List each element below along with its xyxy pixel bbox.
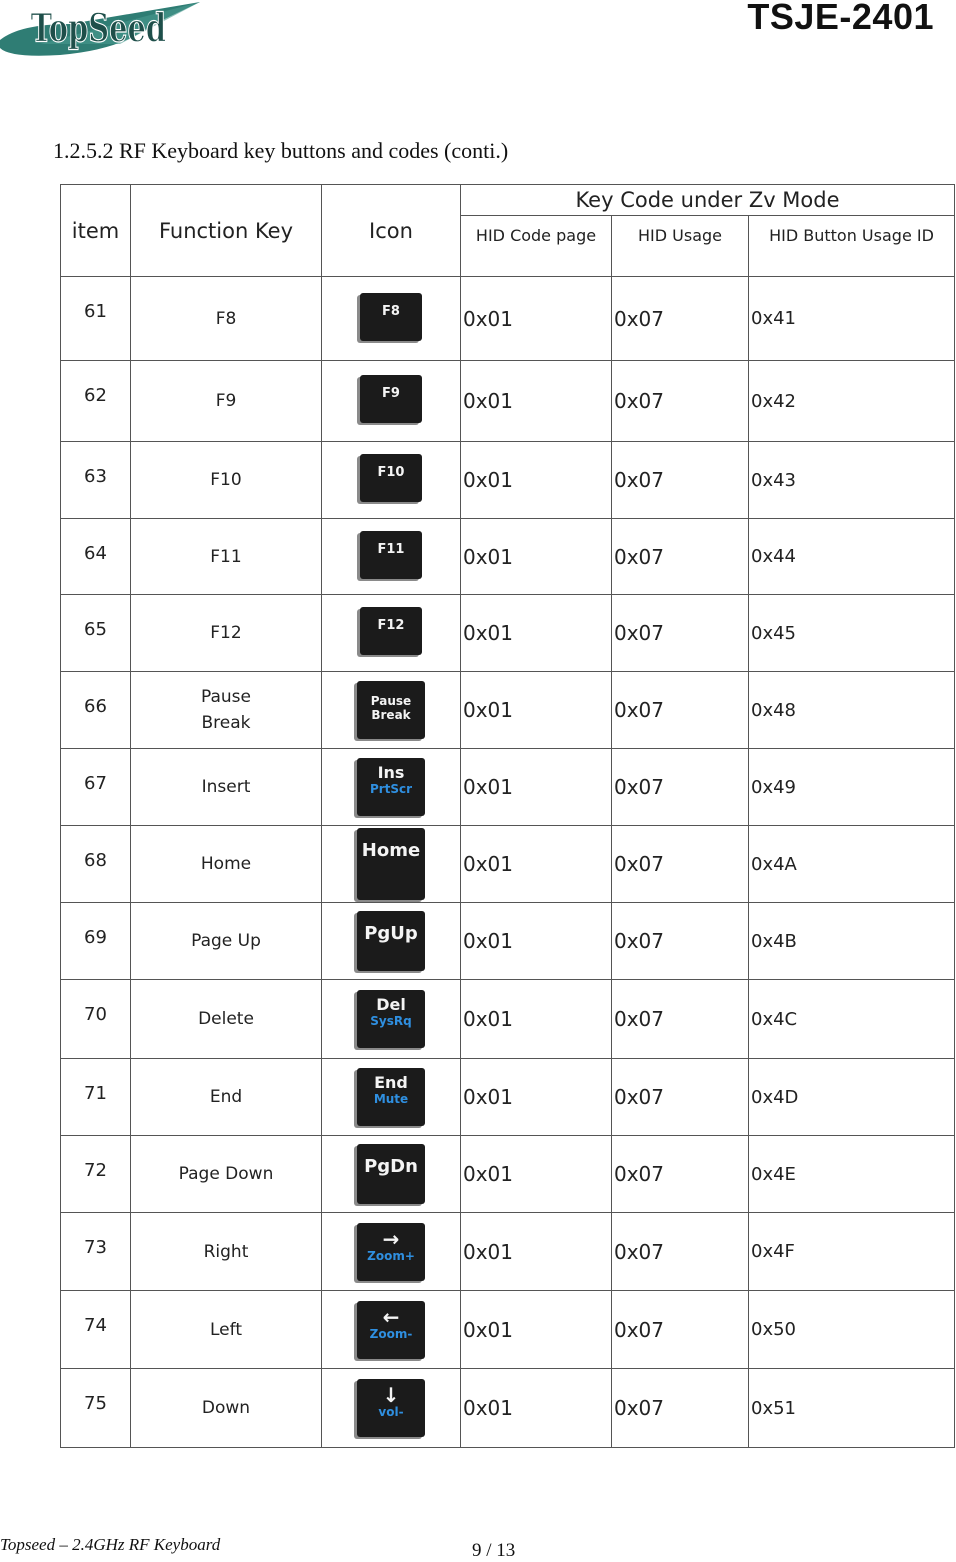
key-cap-icon (360, 607, 422, 655)
cell-hid-usage: 0x07 (612, 1136, 749, 1213)
key-cap-bottom-label: Zoom+ (367, 1248, 415, 1263)
cell-hid-code-page: 0x01 (461, 903, 612, 980)
cell-hid-code-page: 0x01 (461, 826, 612, 903)
cell-function-key (131, 903, 322, 980)
cell-item: 74 (61, 1291, 131, 1369)
cell-hid-usage: 0x07 (612, 1213, 749, 1291)
cell-hid-button-usage-id: 0x48 (749, 672, 955, 749)
table-row (61, 1369, 955, 1448)
function-key-label: Page Down (178, 1164, 274, 1184)
key-cap-top-label: ↓ (382, 1383, 400, 1407)
cell-hid-code-page: 0x01 (461, 361, 612, 442)
cell-icon (322, 826, 461, 903)
key-cap-icon (357, 1068, 425, 1126)
key-cap-icon (360, 293, 422, 341)
cell-hid-usage: 0x07 (612, 980, 749, 1059)
cell-hid-usage: 0x07 (612, 1369, 749, 1448)
cell-icon (322, 595, 461, 672)
cell-hid-code-page: 0x01 (461, 749, 612, 826)
table-row (61, 277, 955, 361)
cell-icon (322, 1213, 461, 1291)
cell-hid-button-usage-id: 0x41 (749, 277, 955, 361)
cell-function-key (131, 277, 322, 361)
cell-function-key (131, 595, 322, 672)
key-cap-icon (360, 375, 422, 423)
cell-hid-button-usage-id: 0x4E (749, 1136, 955, 1213)
key-cap-top-label: PgUp (364, 923, 418, 944)
cell-function-key (131, 1369, 322, 1448)
cell-item: 72 (61, 1136, 131, 1213)
cell-hid-code-page: 0x01 (461, 277, 612, 361)
cell-function-key (131, 361, 322, 442)
cell-hid-usage: 0x07 (612, 749, 749, 826)
section-title: 1.2.5.2 RF Keyboard key buttons and codes (conti.) (53, 138, 509, 163)
function-key-label: Down (201, 1398, 251, 1418)
cell-hid-code-page: 0x01 (461, 672, 612, 749)
key-cap-top-label: → (382, 1226, 400, 1251)
table-row (61, 1213, 955, 1291)
key-cap-icon (357, 990, 425, 1048)
key-cap-top-label: End (374, 1073, 408, 1092)
key-cap-icon (357, 1301, 425, 1359)
header-hid-usage: HID Usage (612, 216, 749, 277)
key-cap-top-label: Home (361, 840, 421, 861)
key-cap-icon (357, 758, 425, 816)
key-cap-top-label: ← (382, 1304, 400, 1329)
cell-icon (322, 672, 461, 749)
header-icon: Icon (322, 185, 461, 277)
cell-icon (322, 361, 461, 442)
cell-function-key (131, 1136, 322, 1213)
cell-hid-button-usage-id: 0x51 (749, 1369, 955, 1448)
cell-hid-button-usage-id: 0x4C (749, 980, 955, 1059)
cell-hid-usage: 0x07 (612, 442, 749, 519)
cell-hid-button-usage-id: 0x44 (749, 519, 955, 595)
cell-item: 61 (61, 277, 131, 361)
table-row (61, 749, 955, 826)
cell-hid-usage: 0x07 (612, 1291, 749, 1369)
logo-text: TopSeed (30, 6, 167, 52)
key-cap-bottom-label: Zoom- (369, 1326, 413, 1341)
table-row (61, 1136, 955, 1213)
cell-hid-button-usage-id: 0x43 (749, 442, 955, 519)
cell-item: 64 (61, 519, 131, 595)
cell-hid-code-page: 0x01 (461, 1291, 612, 1369)
cell-function-key (131, 519, 322, 595)
function-key-label: Home (200, 854, 252, 874)
cell-hid-button-usage-id: 0x4F (749, 1213, 955, 1291)
table-row (61, 595, 955, 672)
cell-item: 70 (61, 980, 131, 1059)
key-cap-top-label: F9 (382, 386, 400, 401)
cell-item: 73 (61, 1213, 131, 1291)
cell-hid-usage: 0x07 (612, 277, 749, 361)
cell-hid-usage: 0x07 (612, 519, 749, 595)
cell-hid-code-page: 0x01 (461, 980, 612, 1059)
cell-icon (322, 277, 461, 361)
cell-function-key (131, 826, 322, 903)
table-row (61, 519, 955, 595)
cell-hid-code-page: 0x01 (461, 1136, 612, 1213)
function-key-label: Delete (198, 1009, 254, 1029)
key-cap-icon (357, 681, 425, 739)
cell-hid-code-page: 0x01 (461, 442, 612, 519)
cell-hid-code-page: 0x01 (461, 519, 612, 595)
cell-function-key (131, 980, 322, 1059)
cell-function-key (131, 1291, 322, 1369)
cell-icon (322, 903, 461, 980)
cell-icon (322, 980, 461, 1059)
cell-function-key (131, 442, 322, 519)
table-row (61, 442, 955, 519)
cell-hid-usage: 0x07 (612, 361, 749, 442)
cell-hid-usage: 0x07 (612, 903, 749, 980)
header-hid-code-page: HID Code page (461, 216, 612, 277)
cell-hid-code-page: 0x01 (461, 1213, 612, 1291)
table-row (61, 903, 955, 980)
cell-hid-usage: 0x07 (612, 672, 749, 749)
document-id: TSJE-2401 (747, 0, 934, 37)
key-code-table (60, 184, 955, 1448)
key-cap-bottom-label: Break (371, 708, 411, 722)
cell-icon (322, 442, 461, 519)
key-cap-top-label: F12 (377, 618, 405, 633)
function-key-label: Page Up (191, 931, 261, 951)
function-key-label: F11 (210, 546, 242, 567)
cell-icon (322, 1369, 461, 1448)
cell-hid-usage: 0x07 (612, 1059, 749, 1136)
cell-hid-usage: 0x07 (612, 595, 749, 672)
cell-hid-code-page: 0x01 (461, 1059, 612, 1136)
cell-item: 66 (61, 672, 131, 749)
cell-hid-usage: 0x07 (612, 826, 749, 903)
function-key-label: Left (210, 1319, 242, 1340)
function-key-label: F10 (210, 470, 242, 490)
cell-function-key (131, 672, 322, 749)
function-key-label: Insert (201, 777, 251, 797)
table-row (61, 672, 955, 749)
function-key-label: F8 (215, 308, 237, 329)
key-cap-top-label: F11 (377, 541, 405, 557)
key-cap-bottom-label: vol- (378, 1405, 404, 1419)
cell-hid-button-usage-id: 0x49 (749, 749, 955, 826)
topseed-logo (0, 0, 205, 60)
footer-product: Topseed – 2.4GHz RF Keyboard (0, 1535, 221, 1554)
cell-hid-code-page: 0x01 (461, 595, 612, 672)
key-cap-icon (357, 1144, 425, 1204)
key-cap-top-label: Del (376, 995, 406, 1014)
function-key-label: F9 (215, 391, 237, 411)
function-key-label: Pause (201, 687, 251, 707)
function-key-label: Right (203, 1241, 249, 1262)
key-cap-top-label: Pause (370, 694, 412, 708)
cell-item: 68 (61, 826, 131, 903)
table-row (61, 980, 955, 1059)
cell-hid-code-page: 0x01 (461, 1369, 612, 1448)
cell-hid-button-usage-id: 0x4D (749, 1059, 955, 1136)
cell-item: 71 (61, 1059, 131, 1136)
table-row (61, 1291, 955, 1369)
key-cap-icon (360, 531, 422, 579)
table-row (61, 1059, 955, 1136)
cell-icon (322, 519, 461, 595)
key-cap-icon (357, 1379, 425, 1437)
cell-hid-button-usage-id: 0x50 (749, 1291, 955, 1369)
key-cap-bottom-label: SysRq (370, 1014, 412, 1028)
cell-icon (322, 1291, 461, 1369)
key-cap-top-label: PgDn (364, 1156, 418, 1177)
function-key-label: F12 (210, 623, 242, 643)
key-cap-top-label: F8 (382, 303, 400, 319)
table-row (61, 361, 955, 442)
cell-item: 63 (61, 442, 131, 519)
page-number: 9 / 13 (472, 1540, 516, 1561)
cell-hid-button-usage-id: 0x42 (749, 361, 955, 442)
cell-hid-button-usage-id: 0x4A (749, 826, 955, 903)
key-cap-icon (357, 828, 425, 900)
cell-hid-button-usage-id: 0x45 (749, 595, 955, 672)
header-hid-button-usage-id: HID Button Usage ID (749, 216, 955, 277)
cell-item: 65 (61, 595, 131, 672)
cell-function-key (131, 1059, 322, 1136)
key-cap-top-label: F10 (377, 465, 405, 480)
cell-icon (322, 1059, 461, 1136)
function-key-label: End (209, 1087, 243, 1107)
function-key-label-line2: Break (201, 713, 251, 733)
header-function-key: Function Key (131, 185, 322, 277)
cell-icon (322, 1136, 461, 1213)
cell-item: 62 (61, 361, 131, 442)
key-cap-bottom-label: Mute (373, 1092, 409, 1106)
header-key-code-group: Key Code under Zv Mode (461, 185, 955, 216)
cell-icon (322, 749, 461, 826)
cell-hid-button-usage-id: 0x4B (749, 903, 955, 980)
cell-function-key (131, 1213, 322, 1291)
cell-function-key (131, 749, 322, 826)
key-cap-icon (360, 454, 422, 502)
key-cap-icon (357, 1223, 425, 1281)
header-item: item (61, 185, 131, 277)
key-cap-top-label: Ins (377, 763, 405, 782)
key-cap-bottom-label: PrtScr (369, 782, 413, 796)
cell-item: 67 (61, 749, 131, 826)
cell-item: 75 (61, 1369, 131, 1448)
table-row (61, 826, 955, 903)
cell-item: 69 (61, 903, 131, 980)
key-cap-icon (357, 911, 425, 971)
